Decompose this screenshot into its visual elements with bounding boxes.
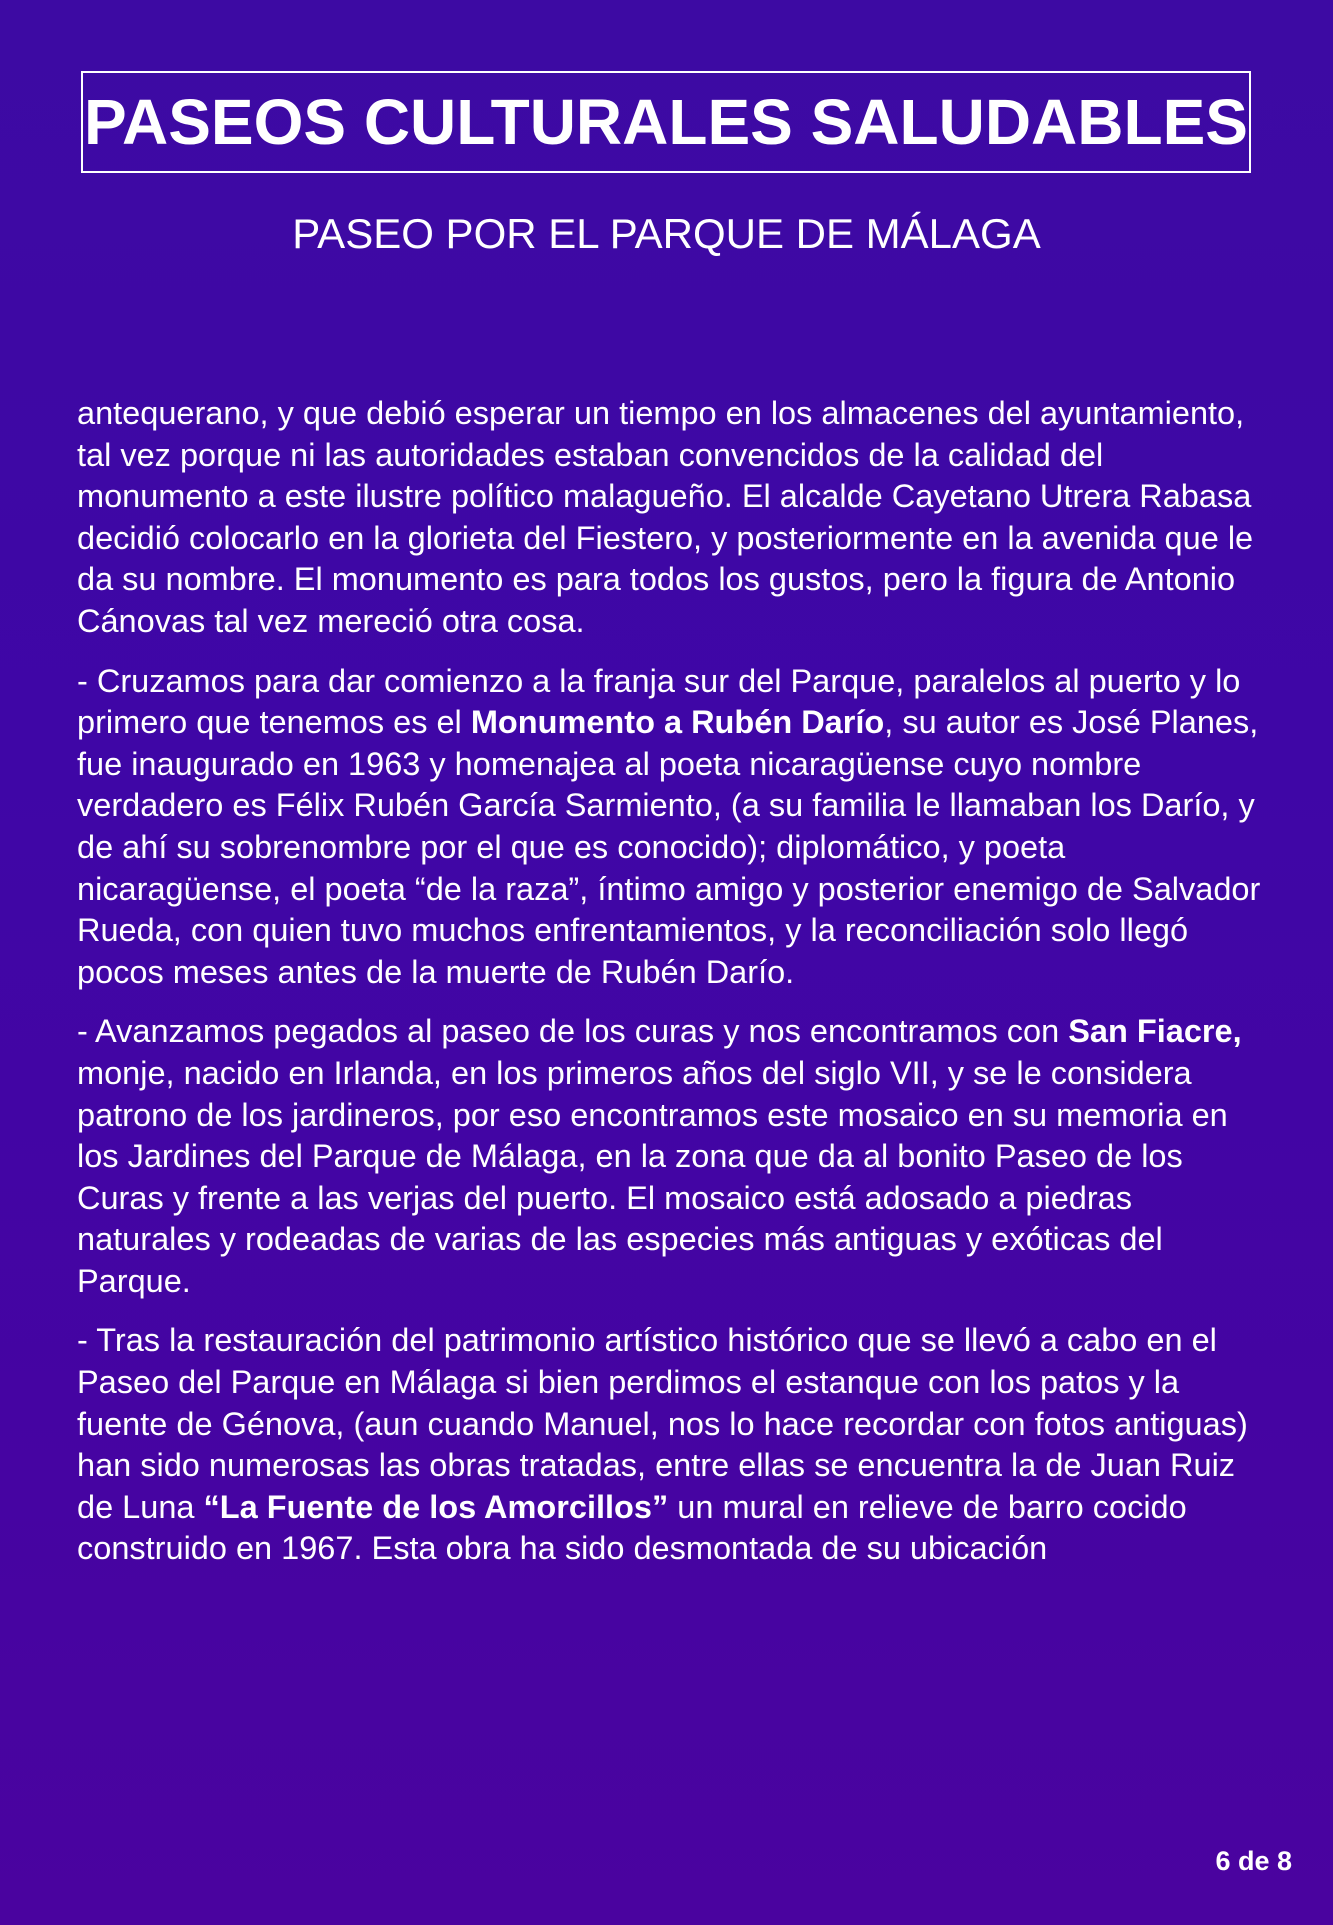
paragraph-1-text-1: antequerano, y que debió esperar un tiempo en los almacenes del ayuntamiento, tal vez porque ni las autoridades estaban convencidos de la calidad del monumento a este ilustre político malagueño. El alcalde Cayetano Utrera Rabasa decidió colocarlo en la glorieta del Fiestero, y posteriormente en la avenida que le da su nombre. El monumento es para todos los gustos, pero la figura de Antonio Cánovas tal vez mereció otra cosa.: [77, 395, 1254, 639]
paragraph-4-bold-fuente-amorcillos: “La Fuente de los Amorcillos”: [203, 1488, 669, 1525]
paragraph-4-text-1: - Tras la restauración del patrimonio artístico histórico que se llevó a cabo en el Paseo del Parque en Málaga si bien perdimos el estanque con los patos y la fuente de Génova, (aun cuando Manuel, nos lo hace recordar con fotos antiguas) han sido numerosas las obras tratadas, entre ellas se encuentra la de Juan Ruiz de Luna: [77, 1322, 1248, 1525]
paragraph-2: [77, 661, 1267, 994]
body-text: [77, 393, 1267, 1588]
title-box: [81, 71, 1251, 173]
paragraph-2-bold-ruben-dario: Monumento a Rubén Darío: [470, 704, 885, 741]
paragraph-1: [77, 393, 1267, 643]
paragraph-4-text-2: un mural en relieve de barro cocido construido en 1967. Esta obra ha sido desmontada de su ubicación: [77, 1488, 1187, 1567]
paragraph-2-text-2: , su autor es José Planes, fue inaugurado en 1963 y homenajea al poeta nicaragüense cuyo nombre verdadero es Félix Rubén García Sarmiento, (a su familia le llamaban los Darío, y de ahí su sobrenombre por el que es conocido); diplomático, y poeta nicaragüense, el poeta “de la raza”, íntimo amigo y posterior enemigo de Salvador Rueda, con quien tuvo muchos enfrentamientos, y la reconciliación solo llegó pocos meses antes de la muerte de Rubén Darío.: [77, 704, 1261, 990]
paragraph-3-bold-san-fiacre: San Fiacre,: [1068, 1013, 1242, 1050]
page-subtitle: PASEO POR EL PARQUE DE MÁLAGA: [292, 210, 1041, 257]
paragraph-4: [77, 1320, 1267, 1570]
paragraph-3-text-2: monje, nacido en Irlanda, en los primeros años del siglo VII, y se le considera patrono de los jardineros, por eso encontramos este mosaico en su memoria en los Jardines del Parque de Málaga, en la zona que da al bonito Paseo de los Curas y frente a las verjas del puerto. El mosaico está adosado a piedras naturales y rodeadas de varias de las especies más antiguas y exóticas del Parque.: [77, 1054, 1228, 1299]
page-number: 6 de 8: [1215, 1846, 1292, 1876]
paragraph-3: [77, 1011, 1267, 1302]
paragraph-2-text-1: - Cruzamos para dar comienzo a la franja sur del Parque, paralelos al puerto y lo primero que tenemos es el: [77, 662, 1241, 741]
page-title: PASEOS CULTURALES SALUDABLES: [84, 86, 1248, 158]
paragraph-3-text-1: - Avanzamos pegados al paseo de los curas y nos encontramos con: [77, 1013, 1069, 1050]
